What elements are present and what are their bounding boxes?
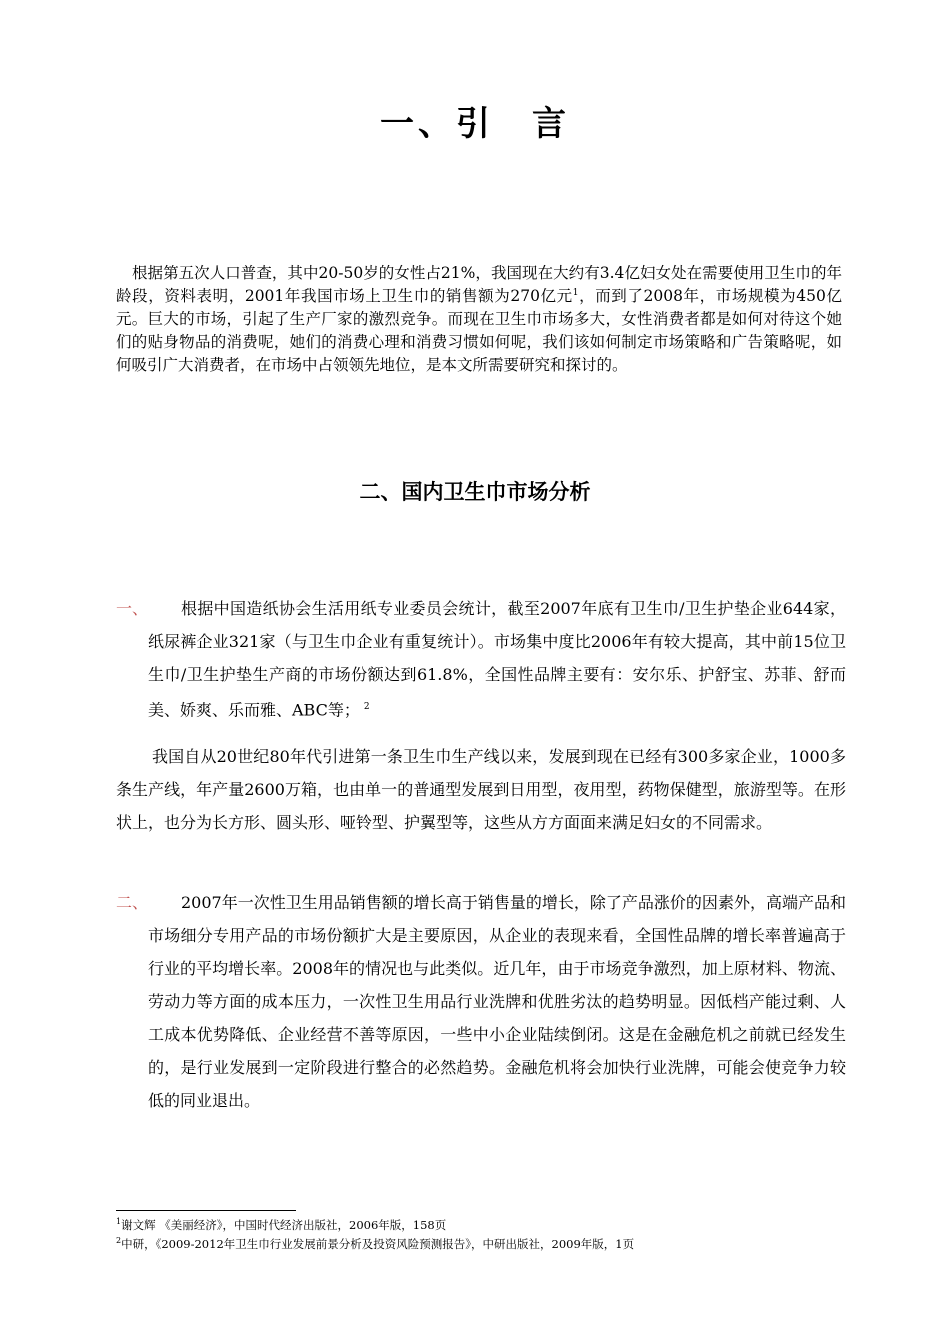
footnote-number: 1	[116, 1217, 122, 1227]
footnote-number: 2	[116, 1236, 122, 1246]
list-item-2	[116, 886, 846, 1117]
section-heading-market-analysis: 二、国内卫生巾市场分析	[359, 480, 591, 504]
body-paragraph: 我国自从20世纪80年代引进第一条卫生巾生产线以来，发展到现在已经有300多家企业，1000多条生产线，年产量2600万箱，也由单一的普通型发展到日用型，夜用型，药物保健型，旅游型等。在形状上，也分为长方形、圆头形、哑铃型、护翼型等，这些从方方面面来满足妇女的不同需求。	[116, 747, 846, 832]
footnote-ref-1: 1	[572, 287, 579, 298]
footnote-separator	[116, 1210, 296, 1211]
footnote-ref-2: 2	[363, 702, 370, 712]
footnote-1	[116, 1217, 876, 1234]
footnote-2	[116, 1236, 876, 1253]
intro-text-part2: ，而到了2008年，市场规模为450亿元。巨大的市场，引起了生产厂家的激烈竞争。而现在卫生巾市场多大，女性消费者都是如何对待这个她们的贴身物品的消费呢，她们的消费心理和消费习惯如何呢，我们该如何制定市场策略和广告策略呢，如何吸引广大消费者，在市场中占领领先地位，是本文所需要研究和探讨的。	[116, 287, 842, 374]
section-heading-introduction: 一、引 言	[380, 104, 570, 144]
list-marker: 二、	[116, 893, 149, 912]
intro-paragraph	[116, 262, 842, 377]
footnote-text: 谢文辉 《美丽经济》，中国时代经济出版社，2006年版，158页	[121, 1218, 447, 1232]
intro-text-part1: 根据第五次人口普查，其中20-50岁的女性占21%，我国现在大约有3.4亿妇女处在需要使用卫生巾的年龄段，资料表明，2001年我国市场上卫生巾的销售额为270亿元	[116, 264, 842, 305]
list-item-text: 2007年一次性卫生用品销售额的增长高于销售量的增长，除了产品涨价的因素外，高端产品和市场细分专用产品的市场份额扩大是主要原因，从企业的表现来看，全国性品牌的增长率普遍高于行业的平均增长率。2008年的情况也与此类似。近几年，由于市场竞争激烈，加上原材料、物流、劳动力等方面的成本压力，一次性卫生用品行业洗牌和优胜劣汰的趋势明显。因低档产能过剩、人工成本优势降低、企业经营不善等原因，一些中小企业陆续倒闭。这是在金融危机之前就已经发生的，是行业发展到一定阶段进行整合的必然趋势。金融危机将会加快行业洗牌，可能会使竞争力较低的同业退出。	[148, 893, 846, 1110]
list-item-1	[116, 592, 846, 726]
footnote-text: 中研，《2009-2012年卫生巾行业发展前景分析及投资风险预测报告》，中研出版社，2009年版，1页	[121, 1237, 635, 1251]
list-marker: 一、	[116, 599, 149, 618]
list-item-text: 根据中国造纸协会生活用纸专业委员会统计，截至2007年底有卫生巾/卫生护垫企业644家，纸尿裤企业321家（与卫生巾企业有重复统计）。市场集中度比2006年有较大提高，其中前15位卫生巾/卫生护垫生产商的市场份额达到61.8%，全国性品牌主要有：安尔乐、护舒宝、苏菲、舒而美、娇爽、乐而雅、ABC等；	[148, 599, 846, 720]
